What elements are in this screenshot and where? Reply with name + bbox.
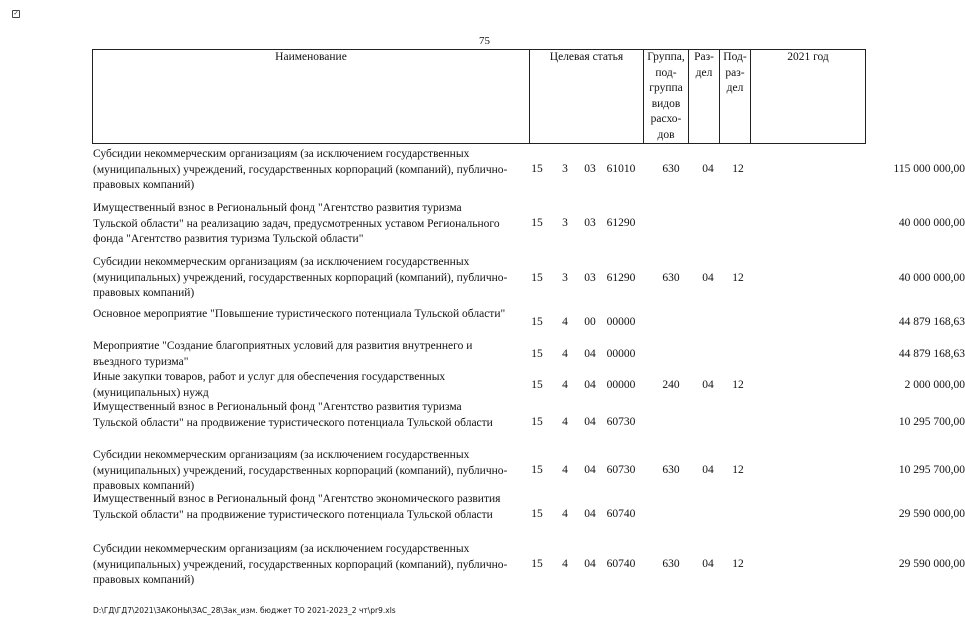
row-amount: 29 590 000,00 <box>898 558 965 570</box>
row-name: Имущественный взнос в Региональный фонд "Агентство развития туризма Тульской области" на продвижение туристического потенциала Тульской области <box>93 401 493 429</box>
row-section: 04 <box>702 163 714 175</box>
row-t3: 04 <box>584 558 596 570</box>
header-name: Наименование <box>93 50 530 144</box>
row-amount: 115 000 000,00 <box>893 163 965 175</box>
row-t3: 03 <box>584 272 596 284</box>
row-t4: 00000 <box>606 348 636 360</box>
row-t2: 4 <box>562 508 568 520</box>
row-t1: 15 <box>531 163 543 175</box>
row-name: Субсидии некоммерческим организациям (за исключением государственных (муниципальных) учреждений, государственных корпораций (компаний), публично-правовых компаний) <box>93 449 508 492</box>
row-t1: 15 <box>531 558 543 570</box>
row-t1: 15 <box>531 217 543 229</box>
row-t4: 61010 <box>606 163 636 175</box>
row-t3: 00 <box>584 316 596 328</box>
page-number: 75 <box>479 35 490 47</box>
row-subsection: 12 <box>732 464 744 476</box>
row-t4: 60730 <box>606 464 636 476</box>
row-name: Имущественный взнос в Региональный фонд "Агентство экономического развития Тульской области" на продвижение туристического потенциала Тульской области <box>93 493 501 521</box>
row-t3: 04 <box>584 348 596 360</box>
row-amount: 44 879 168,63 <box>898 316 965 328</box>
row-name: Субсидии некоммерческим организациям (за исключением государственных (муниципальных) учреждений, государственных корпораций (компаний), публично-правовых компаний) <box>93 256 508 299</box>
row-t4: 60740 <box>606 558 636 570</box>
checkbox-mark-icon: ✓ <box>13 11 19 17</box>
header-group: Группа, под- группа видов расхо- дов <box>644 50 689 144</box>
table-header <box>92 49 866 144</box>
row-t3: 04 <box>584 464 596 476</box>
row-t4: 60730 <box>606 416 636 428</box>
row-t2: 3 <box>562 163 568 175</box>
row-t2: 4 <box>562 464 568 476</box>
row-t2: 4 <box>562 558 568 570</box>
row-group: 630 <box>662 272 680 284</box>
row-name: Мероприятие "Создание благоприятных условий для развития внутреннего и въездного туризма" <box>93 340 473 368</box>
row-section: 04 <box>702 272 714 284</box>
row-group: 630 <box>662 558 680 570</box>
row-t1: 15 <box>531 316 543 328</box>
row-name: Имущественный взнос в Региональный фонд "Агентство развития туризма Тульской области" на реализацию задач, предусмотренных уставом Регионального фонда "Агентство развития туризма Тульской области" <box>93 202 500 245</box>
row-section: 04 <box>702 379 714 391</box>
row-section: 04 <box>702 558 714 570</box>
row-t1: 15 <box>531 508 543 520</box>
row-section: 04 <box>702 464 714 476</box>
row-name: Иные закупки товаров, работ и услуг для обеспечения государственных (муниципальных) нужд <box>93 371 446 399</box>
row-subsection: 12 <box>732 272 744 284</box>
row-t1: 15 <box>531 348 543 360</box>
header-year: 2021 год <box>751 50 866 144</box>
row-t4: 61290 <box>606 272 636 284</box>
row-subsection: 12 <box>732 379 744 391</box>
row-t1: 15 <box>531 379 543 391</box>
row-t3: 04 <box>584 508 596 520</box>
row-amount: 40 000 000,00 <box>898 217 965 229</box>
row-t3: 04 <box>584 379 596 391</box>
row-amount: 10 295 700,00 <box>898 464 965 476</box>
row-t3: 03 <box>584 163 596 175</box>
row-amount: 2 000 000,00 <box>904 379 965 391</box>
row-t4: 60740 <box>606 508 636 520</box>
file-path-footer: D:\ГД\ГД7\2021\ЗАКОНЫ\ЗАС_28\Зак_изм. бюджет ТО 2021-2023_2 чт\pr9.xls <box>93 606 396 615</box>
header-section: Раз- дел <box>689 50 720 144</box>
row-t4: 00000 <box>606 379 636 391</box>
row-name: Субсидии некоммерческим организациям (за исключением государственных (муниципальных) учреждений, государственных корпораций (компаний), публично-правовых компаний) <box>93 543 508 586</box>
row-t2: 4 <box>562 348 568 360</box>
row-t1: 15 <box>531 272 543 284</box>
row-name: Основное мероприятие "Повышение туристического потенциала Тульской области" <box>93 308 506 320</box>
row-t1: 15 <box>531 416 543 428</box>
row-group: 630 <box>662 163 680 175</box>
row-amount: 40 000 000,00 <box>898 272 965 284</box>
row-t2: 3 <box>562 217 568 229</box>
row-t4: 61290 <box>606 217 636 229</box>
row-amount: 29 590 000,00 <box>898 508 965 520</box>
row-t1: 15 <box>531 464 543 476</box>
row-t2: 4 <box>562 316 568 328</box>
row-amount: 10 295 700,00 <box>898 416 965 428</box>
row-subsection: 12 <box>732 163 744 175</box>
row-t4: 00000 <box>606 316 636 328</box>
row-group: 630 <box>662 464 680 476</box>
row-t2: 3 <box>562 272 568 284</box>
row-subsection: 12 <box>732 558 744 570</box>
header-target: Целевая статья <box>530 50 644 144</box>
row-group: 240 <box>662 379 680 391</box>
row-amount: 44 879 168,63 <box>898 348 965 360</box>
row-t3: 03 <box>584 217 596 229</box>
row-name: Субсидии некоммерческим организациям (за исключением государственных (муниципальных) учреждений, государственных корпораций (компаний), публично-правовых компаний) <box>93 148 508 191</box>
row-t2: 4 <box>562 379 568 391</box>
row-t3: 04 <box>584 416 596 428</box>
header-subsection: Под- раз- дел <box>720 50 751 144</box>
row-t2: 4 <box>562 416 568 428</box>
